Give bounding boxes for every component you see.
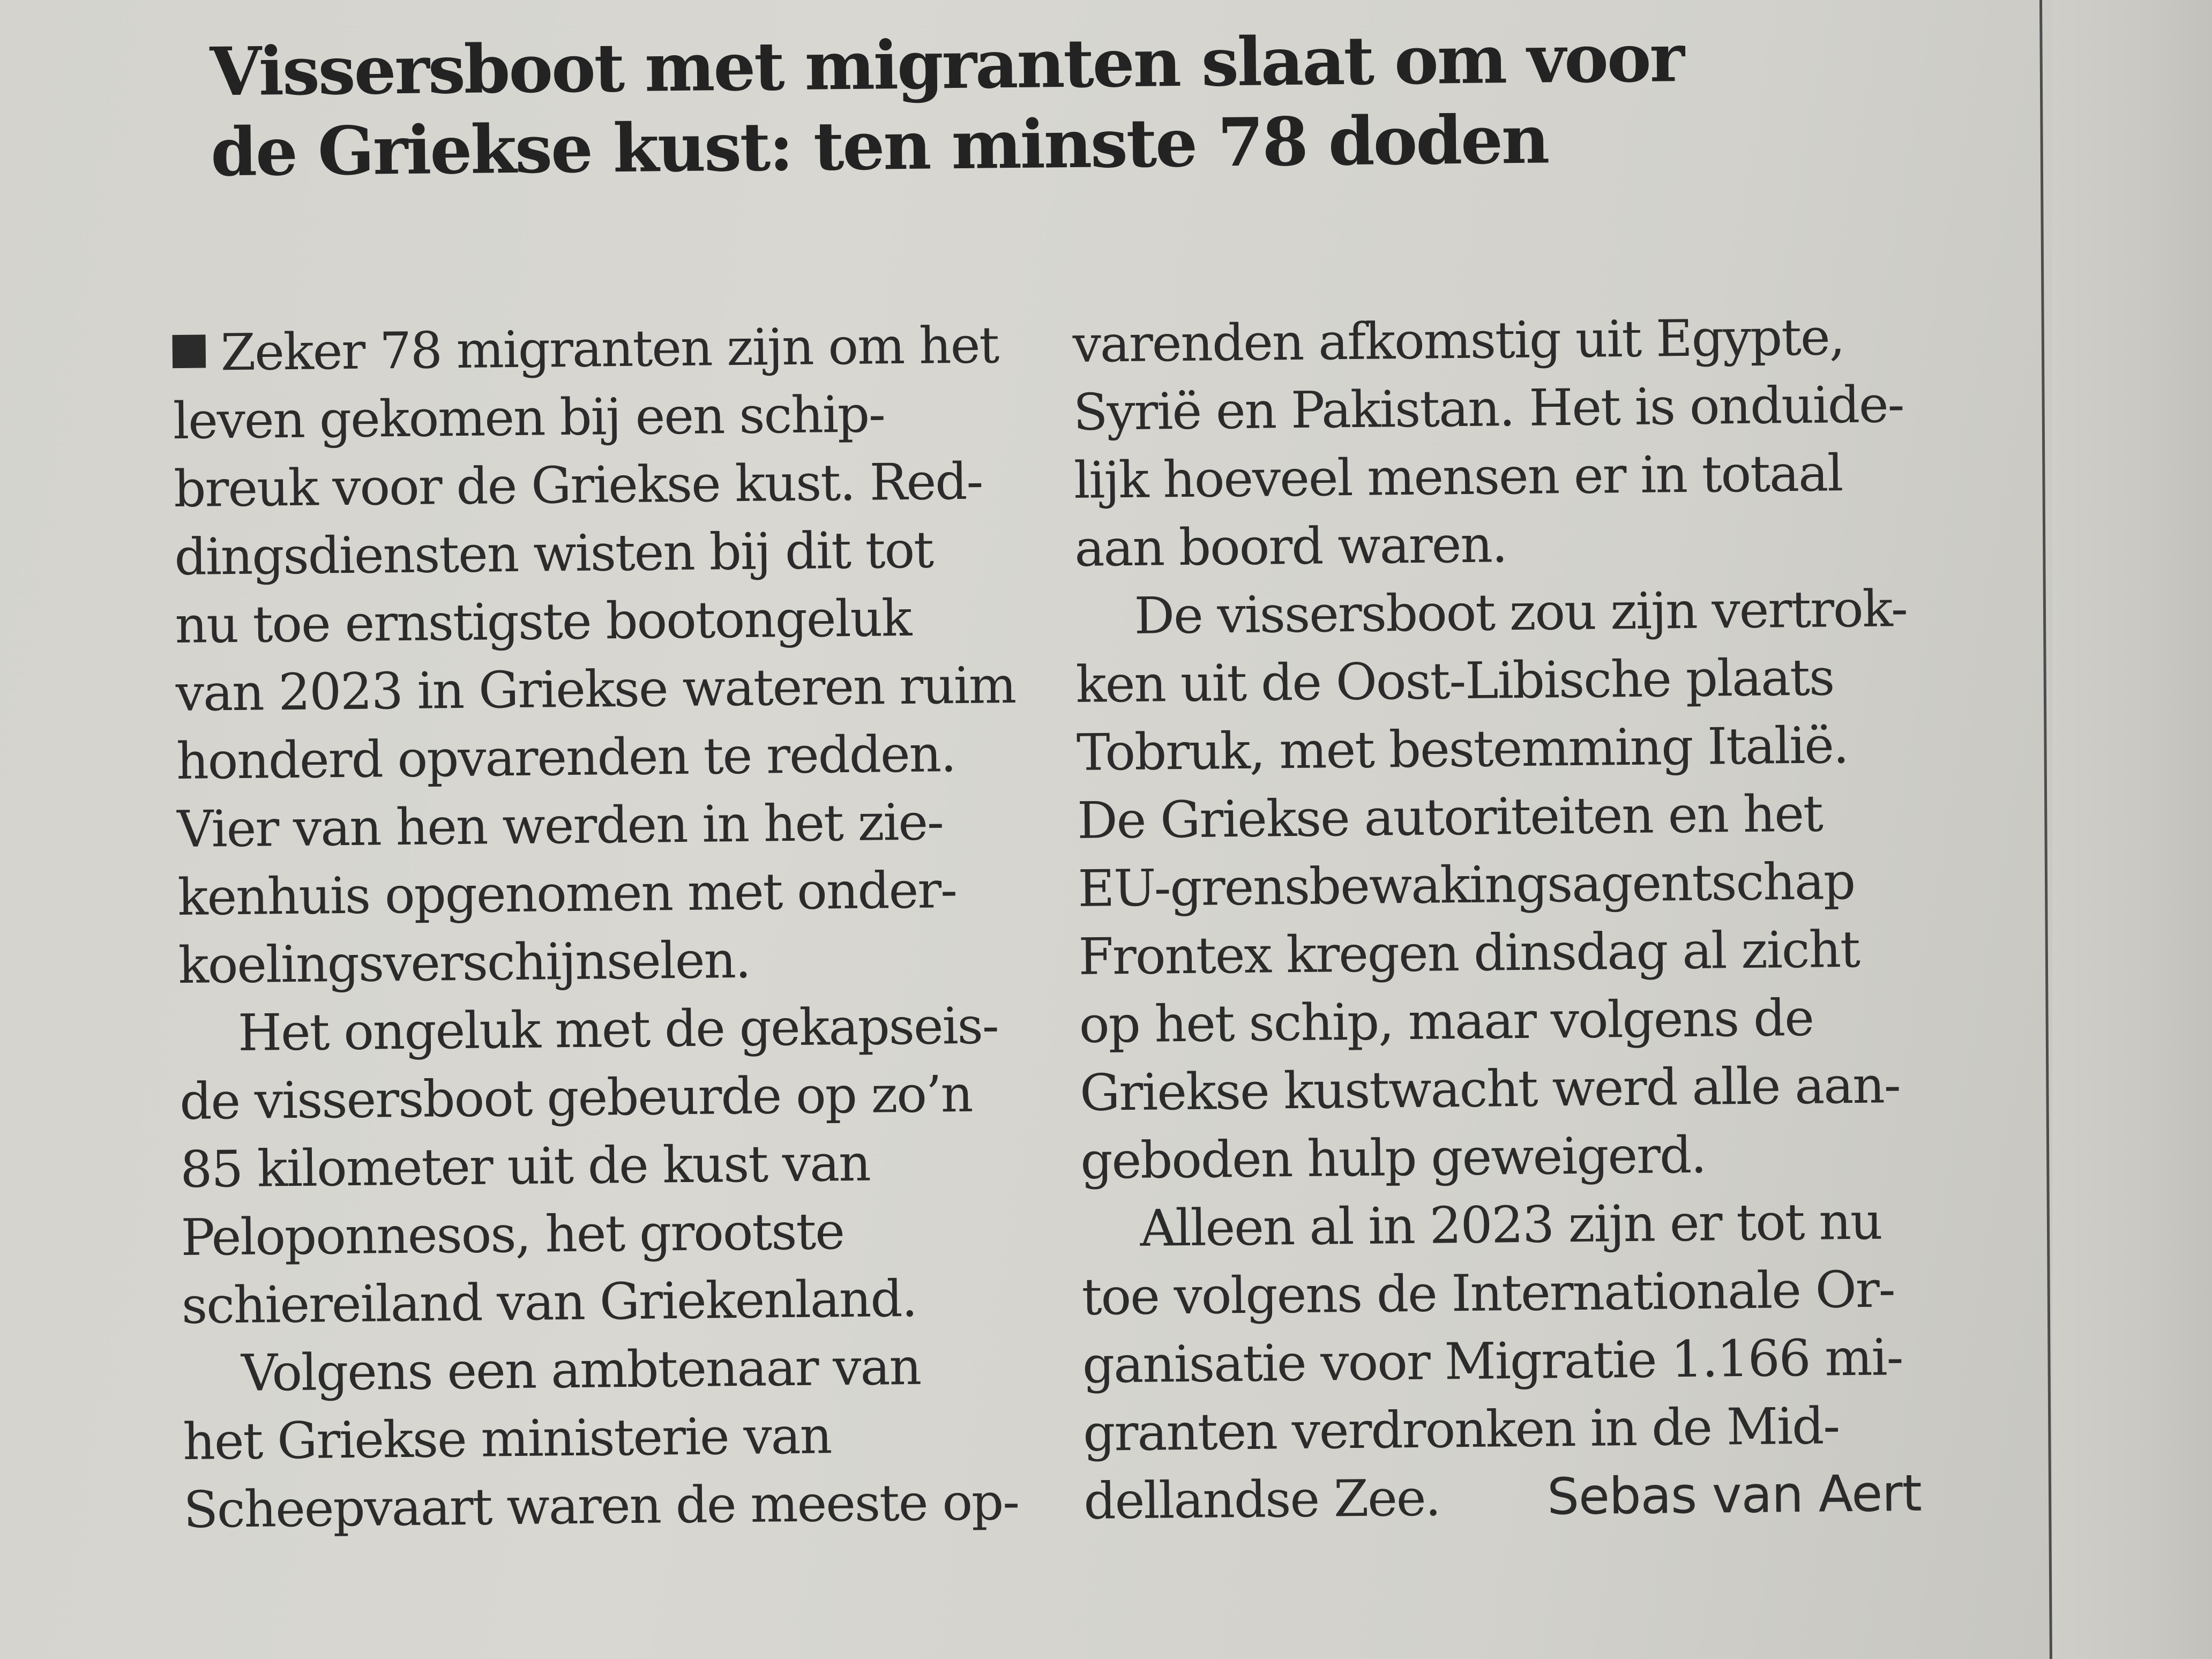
article-column-left: [172, 311, 1041, 1544]
text-line: ken uit de Oost-Libische plaats: [1075, 648, 1834, 714]
text-line: ganisatie voor Migratie 1.166 mi-: [1082, 1328, 1903, 1395]
text-line: Volgens een ambtenaar van: [241, 1337, 921, 1403]
text-line-content: Zeker 78 migranten zijn om het: [220, 316, 999, 383]
text-line: het Griekse ministerie van: [182, 1407, 832, 1471]
text-line: aan boord waren.: [1074, 515, 1507, 578]
byline-spacer: [1440, 1514, 1548, 1515]
lead-square-icon: [173, 334, 206, 368]
text-line: EU-grensbewakingsagentschap: [1078, 852, 1855, 918]
text-line: Vier van hen werden in het zie-: [176, 793, 944, 860]
text-line: Tobruk, met bestemming Italië.: [1076, 716, 1849, 782]
article-column-right: [1072, 302, 1995, 1536]
text-line: De vissersboot zou zijn vertrok-: [1134, 580, 1908, 646]
text-line: Griekse kustwacht werd alle aan-: [1079, 1056, 1901, 1123]
text-line: schiereiland van Griekenland.: [181, 1269, 917, 1335]
text-line: Frontex kregen dinsdag al zicht: [1078, 920, 1860, 987]
text-line: [172, 311, 1030, 387]
text-line: toe volgens de Internationale Or-: [1081, 1260, 1895, 1327]
text-line: [1083, 1459, 1995, 1536]
text-line: nu toe ernstigste bootongeluk: [175, 589, 911, 655]
headline-line: Vissersboot met migranten slaat om voor: [210, 19, 1684, 111]
text-line: lijk hoeveel mensen er in totaal: [1073, 444, 1843, 510]
text-line: koelingsverschijnselen.: [178, 931, 751, 996]
headline-line: de Griekse kust: ten minste 78 doden: [210, 101, 1549, 192]
text-line: op het schip, maar volgens de: [1079, 989, 1814, 1055]
text-line: kenhuis opgenomen met onder-: [177, 861, 957, 928]
text-line: honderd opvarenden te redden.: [176, 725, 956, 791]
text-line: breuk voor de Griekse kust. Red-: [173, 452, 983, 519]
adjacent-column-margin: [2052, 0, 2212, 1659]
text-line: granten verdronken in de Mid-: [1082, 1397, 1840, 1463]
text-line: Peloponnesos, het grootste: [181, 1202, 845, 1267]
text-line: Het ongeluk met de gekapseis-: [237, 997, 999, 1063]
text-line: 85 kilometer uit de kust van: [180, 1134, 871, 1199]
article-headline: [210, 16, 1979, 193]
article-byline: Sebas van Aert: [1546, 1464, 1922, 1527]
text-line: de vissersboot gebeurde op zo’n: [179, 1065, 973, 1132]
text-line: geboden hulp geweigerd.: [1080, 1126, 1706, 1191]
text-line-content: dellandse Zee.: [1083, 1469, 1440, 1531]
text-line: Scheepvaart waren de meeste op-: [183, 1473, 1019, 1540]
text-line: van 2023 in Griekse wateren ruim: [175, 656, 1016, 723]
text-line: De Griekse autoriteiten en het: [1077, 784, 1823, 850]
text-line: leven gekomen bij een schip-: [173, 385, 885, 451]
text-line: dingsdiensten wisten bij dit tot: [174, 521, 933, 587]
text-line: varenden afkomstig uit Egypte,: [1072, 308, 1844, 374]
text-line: Alleen al in 2023 zijn er tot nu: [1140, 1192, 1882, 1258]
text-line: Syrië en Pakistan. Het is onduide-: [1073, 376, 1904, 442]
